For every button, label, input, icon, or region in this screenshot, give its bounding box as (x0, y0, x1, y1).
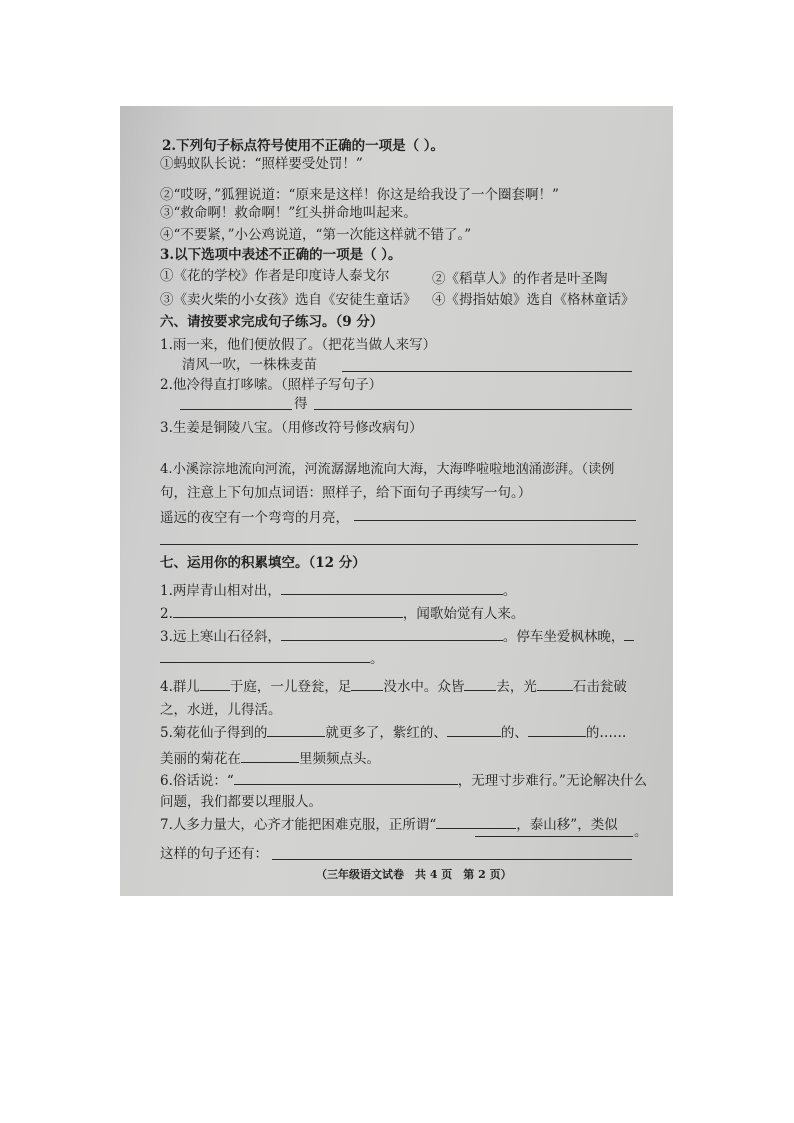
q2-option-3: ③“救命啊！救命啊！”红头拼命地叫起来。 (160, 205, 417, 221)
s7-q5-line-1 (160, 723, 626, 741)
s7-q4-text-e: 石击瓮破 (572, 679, 627, 695)
s7-q2-text: ，闻歌始觉有人来。 (402, 606, 525, 622)
s7-q7-line-2: 这样的句子还有： (160, 846, 268, 862)
s7-q6-line-1 (160, 771, 647, 789)
q2-option-4: ④“不要紧，”小公鸡说道，“第一次能这样就不错了。” (160, 227, 472, 243)
s6-q2-blank-2[interactable] (314, 409, 632, 410)
s7-q5-text-f: 里频频点头。 (299, 751, 380, 767)
q3-option-1: ①《花的学校》作者是印度诗人泰戈尔 (160, 268, 390, 284)
s7-q4-blank-3[interactable] (464, 677, 496, 691)
s6-q2: 2.他冷得直打哆嗦。（照样子写句子） (160, 377, 383, 393)
s6-q4-answer-line-1[interactable] (354, 520, 636, 521)
s7-q1-text: 1.两岸青山相对出， (160, 583, 281, 599)
s7-q4-blank-4[interactable] (537, 677, 573, 691)
q2-title: 2.下列句子标点符号使用不正确的一项是（ ）。 (162, 138, 445, 154)
q3-title: 3.以下选项中表述不正确的一项是（ ）。 (160, 247, 402, 263)
s6-q4-line-1: 4.小溪淙淙地流向河流，河流潺潺地流向大海，大海哗啦啦地汹涌澎湃。（读例 (160, 462, 615, 477)
s6-q4-line-2: 句，注意上下句加点词语：照样子，给下面句子再续写一句。） (160, 485, 532, 501)
q3-option-4: ④《拇指姑娘》选自《格林童话》 (432, 292, 635, 308)
s7-q2-number: 2. (160, 606, 173, 622)
s7-q6-blank[interactable] (234, 771, 458, 785)
s7-q6-text-a: 6.俗话说：“ (160, 773, 234, 789)
s6-q1-answer-line[interactable] (342, 371, 632, 372)
s7-q5-blank-4[interactable] (241, 749, 299, 763)
q2-option-2: ②“哎呀，”狐狸说道：“原来是这样！你这是给我设了一个圈套啊！” (160, 187, 559, 203)
s7-q5-line-2 (160, 749, 380, 767)
s7-q5-text-c: 的、 (500, 725, 528, 741)
s7-q6-text-b: ，无理寸步难行。”无论解决什么 (457, 773, 647, 789)
s6-q4-answer-start: 遥远的夜空有一个弯弯的月亮， (160, 510, 349, 526)
s7-q5-blank-3[interactable] (528, 723, 586, 737)
s7-q5-text-a: 5.菊花仙子得到的 (160, 725, 268, 741)
s7-q4-blank-1[interactable] (200, 677, 230, 691)
q2-option-1: ①蚂蚁队长说：“照样要受处罚！” (160, 156, 363, 172)
s6-q3: 3.生姜是铜陵八宝。（用修改符号修改病句） (160, 420, 423, 436)
s7-q3-text-a: 3.远上寒山石径斜， (160, 629, 281, 645)
s7-q4-text-b: 于庭，一儿登瓮，足 (229, 679, 352, 695)
s7-q7-blank-2[interactable] (475, 836, 633, 837)
s6-q2-blank-1[interactable] (180, 409, 292, 410)
s7-q5-blank-1[interactable] (267, 723, 325, 737)
s7-q2-blank[interactable] (173, 604, 403, 618)
s7-q6-line-2: 问题，我们都要以理服人。 (160, 794, 322, 810)
s7-q7-line-1 (160, 815, 618, 833)
s7-q3-blank-2[interactable] (160, 649, 370, 663)
s7-q4-line-2: 之，水迸，儿得活。 (160, 702, 282, 718)
s7-q4-blank-2[interactable] (351, 677, 383, 691)
s7-q7-blank-1[interactable] (436, 815, 516, 829)
s7-q3-blank-1[interactable] (281, 627, 503, 641)
s6-q2-middle: 得 (294, 396, 308, 412)
s7-q5-text-d: 的…… (585, 725, 627, 741)
s7-q3-line-2 (160, 649, 384, 667)
section-6-title: 六、请按要求完成句子练习。（9 分） (160, 314, 384, 330)
s7-q5-text-e: 美丽的菊花在 (160, 751, 241, 767)
s7-q7-blank-3[interactable] (272, 859, 632, 860)
s7-q4-text-d: 去，光 (496, 679, 537, 695)
s7-q3 (160, 627, 634, 645)
s7-q7-end: 。 (634, 824, 648, 840)
s7-q1-end: 。 (502, 583, 517, 599)
s7-q1 (160, 581, 516, 599)
s7-q4-text-a: 4.群儿 (160, 679, 200, 695)
s7-q3-text-b: 。停车坐爱枫林晚， (502, 629, 625, 645)
s7-q3-blank-2-start[interactable] (624, 627, 634, 641)
s6-q1: 1.雨一来，他们便放假了。（把花当做人来写） (160, 337, 437, 353)
s7-q4-text-c: 没水中。众皆 (383, 679, 465, 695)
s7-q1-blank[interactable] (281, 581, 503, 595)
s6-q4-answer-line-2[interactable] (160, 544, 638, 545)
s7-q2 (160, 604, 524, 622)
q3-option-2: ②《稻草人》的作者是叶圣陶 (432, 271, 608, 287)
s6-q1-answer-start: 清风一吹，一株株麦苗 (182, 357, 317, 373)
s7-q7-text-b: ，泰山移”，类似 (516, 817, 618, 833)
page-footer: （三年级语文试卷 共 4 页 第 2 页） (316, 868, 512, 881)
s7-q3-end: 。 (370, 651, 384, 667)
s7-q7-text-a: 7.人多力量大，心齐才能把困难克服，正所谓“ (160, 817, 437, 833)
s7-q4-line-1 (160, 677, 627, 695)
section-7-title: 七、运用你的积累填空。（12 分） (160, 555, 366, 571)
q3-option-3: ③《卖火柴的小女孩》选自《安徒生童话》 (160, 292, 417, 308)
s7-q5-blank-2[interactable] (447, 723, 501, 737)
exam-page-photo (120, 106, 673, 896)
s7-q5-text-b: 就更多了，紫红的、 (325, 725, 447, 741)
